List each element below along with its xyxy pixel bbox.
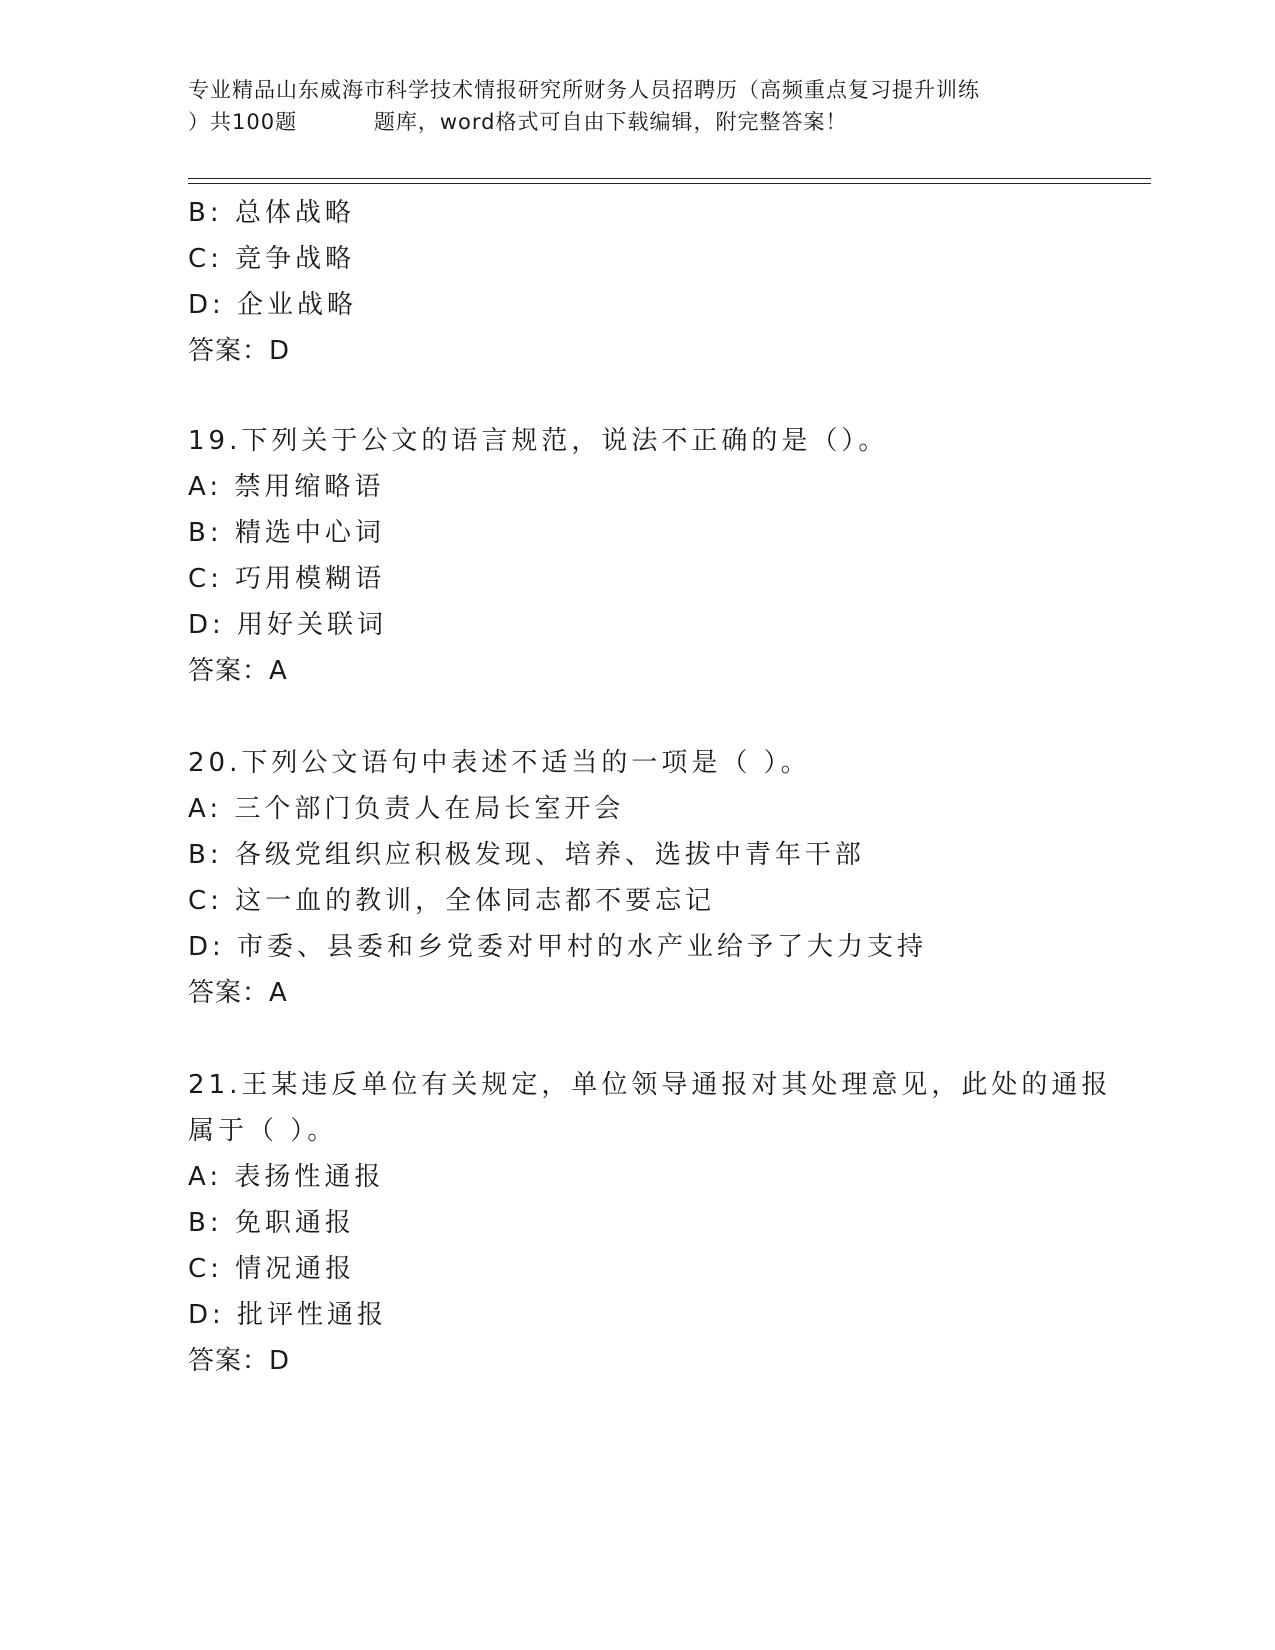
option-d: D: 市委、县委和乡党委对甲村的水产业给予了大力支持 — [188, 932, 928, 962]
question-text-line2: 属于（ ）。 — [188, 1116, 338, 1146]
question-block-18 — [188, 190, 1088, 374]
option-d: D: 用好关联词 — [188, 610, 388, 640]
option-c: C: 竞争战略 — [188, 244, 356, 274]
header-divider-bottom — [188, 183, 1151, 184]
option-c: C: 情况通报 — [188, 1254, 356, 1284]
header-title-line2: ）共100题 题库，word格式可自由下载编辑，附完整答案！ — [188, 110, 848, 134]
answer-text: 答案：D — [188, 336, 291, 366]
question-block-20 — [188, 740, 1088, 1016]
option-d: D: 企业战略 — [188, 290, 358, 320]
question-text: 20.下列公文语句中表述不适当的一项是（ ）。 — [188, 748, 811, 778]
header-title-line1: 专业精品山东威海市科学技术情报研究所财务人员招聘历（高频重点复习提升训练 — [188, 78, 980, 102]
option-b: B: 免职通报 — [188, 1208, 355, 1238]
option-b: B: 各级党组织应积极发现、培养、选拔中青年干部 — [188, 840, 865, 870]
option-c: C: 这一血的教训，全体同志都不要忘记 — [188, 886, 716, 916]
option-c: C: 巧用模糊语 — [188, 564, 386, 594]
answer-text: 答案：A — [188, 978, 288, 1008]
question-text: 19.下列关于公文的语言规范，说法不正确的是（）。 — [188, 426, 889, 456]
option-b: B: 总体战略 — [188, 198, 355, 228]
question-block-19 — [188, 418, 1088, 694]
option-d: D: 批评性通报 — [188, 1300, 388, 1330]
question-list — [188, 190, 1112, 1384]
document-header — [188, 74, 1088, 138]
question-text-line1: 21.王某违反单位有关规定，单位领导通报对其处理意见，此处的通报 — [188, 1070, 1112, 1100]
header-divider-top — [188, 178, 1151, 179]
question-block-21 — [188, 1062, 1112, 1384]
option-a: A: 禁用缩略语 — [188, 472, 385, 502]
option-b: B: 精选中心词 — [188, 518, 385, 548]
answer-text: 答案：A — [188, 656, 288, 686]
answer-text: 答案：D — [188, 1346, 291, 1376]
option-a: A: 表扬性通报 — [188, 1162, 385, 1192]
option-a: A: 三个部门负责人在局长室开会 — [188, 794, 625, 824]
